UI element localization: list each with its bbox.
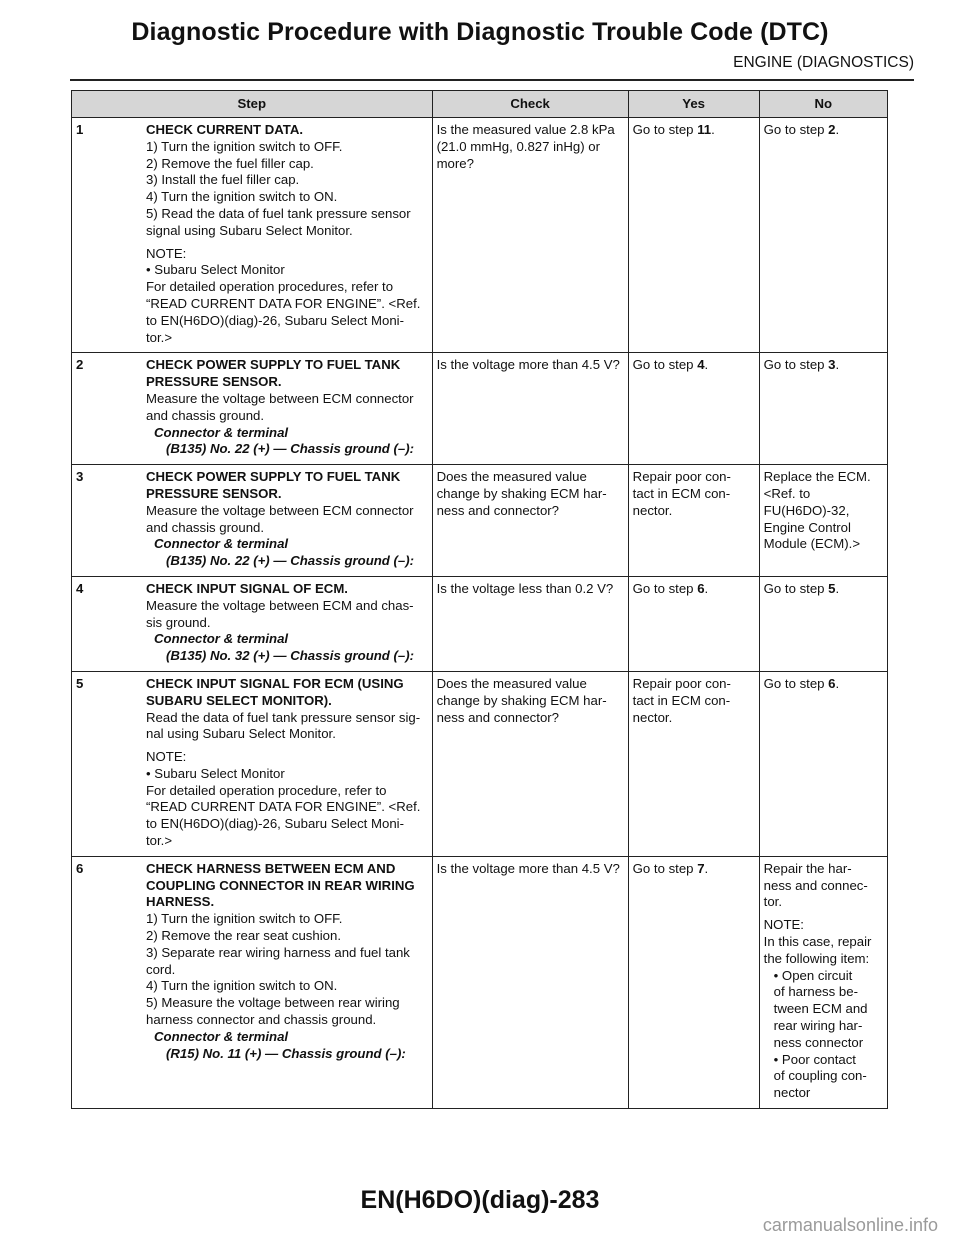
no-line: Repair the har- [763, 860, 852, 876]
step-title-line: CHECK HARNESS BETWEEN ECM AND [146, 860, 396, 876]
step-text-line: 5) Read the data of fuel tank pressure sensor [146, 205, 411, 221]
note-line: tor.> [146, 329, 173, 345]
step-cell [72, 118, 433, 353]
step-title-line: PRESSURE SENSOR. [146, 374, 282, 390]
step-title-line: CHECK CURRENT DATA. [146, 122, 304, 137]
check-line: Is the measured value 2.8 kPa [436, 122, 615, 137]
step-body [146, 861, 430, 1063]
yes-action [633, 581, 757, 598]
note-line: to EN(H6DO)(diag)-26, Subaru Select Moni- [146, 816, 404, 832]
column-header-step: Step [72, 91, 433, 118]
step-cell [72, 671, 433, 856]
no-cell [759, 465, 887, 577]
step-number: 4 [76, 580, 84, 596]
column-header-yes: Yes [628, 91, 759, 118]
yes-prefix: Go to step [632, 860, 698, 876]
no-note-item: of coupling con- [773, 1068, 867, 1084]
step-body [146, 357, 430, 458]
connector-heading: Connector & terminal [154, 1028, 289, 1044]
no-cell [759, 118, 887, 353]
diagnostic-table [71, 90, 888, 1109]
no-step-number: 6 [828, 675, 836, 691]
yes-prefix: Go to step [632, 357, 698, 373]
no-line: ness and connec- [763, 877, 868, 893]
step-number: 1 [76, 122, 84, 137]
no-note-line: In this case, repair [763, 934, 872, 950]
watermark-text: carmanualsonline.info [762, 1215, 938, 1235]
column-header-check: Check [432, 91, 628, 118]
step-content [76, 861, 430, 1063]
step-content [76, 469, 430, 570]
no-note-line: the following item: [763, 950, 870, 966]
check-line: (21.0 mmHg, 0.827 inHg) or [436, 138, 601, 154]
step-text-line: 1) Turn the ignition switch to OFF. [146, 138, 343, 154]
step-text-line: 4) Turn the ignition switch to ON. [146, 189, 338, 205]
check-cell [432, 576, 628, 671]
step-title-line: CHECK POWER SUPPLY TO FUEL TANK [146, 357, 401, 373]
check-line: ness and connector? [436, 502, 559, 518]
no-suffix: . [835, 675, 840, 691]
no-suffix: . [835, 580, 840, 596]
step-text-line: and chassis ground. [146, 407, 265, 423]
connector-heading: Connector & terminal [154, 424, 289, 440]
yes-suffix: . [704, 580, 709, 596]
no-line: tor. [763, 894, 782, 910]
no-action [764, 122, 885, 139]
step-cell [72, 353, 433, 465]
check-line: change by shaking ECM har- [436, 485, 607, 501]
no-cell [759, 856, 887, 1108]
yes-step-number: 6 [697, 580, 705, 596]
no-note-item: • Open circuit [773, 967, 853, 983]
section-label: ENGINE (DIAGNOSTICS) [733, 54, 914, 71]
step-text-line: sis ground. [146, 614, 211, 630]
step-text-line: cord. [146, 961, 176, 977]
no-cell [759, 353, 887, 465]
check-line: Is the voltage less than 0.2 V? [436, 580, 614, 596]
no-suffix: . [835, 122, 840, 137]
step-text-line: Measure the voltage between ECM connector [146, 502, 414, 518]
no-line: FU(H6DO)-32, [763, 502, 850, 518]
check-line: more? [436, 155, 474, 171]
no-prefix: Go to step [763, 580, 829, 596]
page-title: Diagnostic Procedure with Diagnostic Trouble Code (DTC) [131, 18, 829, 46]
step-text-line: 4) Turn the ignition switch to ON. [146, 978, 338, 994]
no-note-item: nector [773, 1085, 811, 1101]
note-line: “READ CURRENT DATA FOR ENGINE”. <Ref. [146, 295, 421, 311]
yes-cell [628, 118, 759, 353]
no-line: Engine Control [763, 519, 851, 535]
note-label: NOTE: [146, 245, 187, 261]
yes-step-number: 7 [697, 860, 705, 876]
yes-line: tact in ECM con- [632, 692, 731, 708]
yes-step-number: 4 [697, 357, 705, 373]
yes-step-number: 11 [697, 122, 712, 137]
yes-action [633, 357, 757, 374]
step-text-line: Read the data of fuel tank pressure sensor sig- [146, 709, 421, 725]
connector-heading: Connector & terminal [154, 536, 289, 552]
page-number: EN(H6DO)(diag)-283 [360, 1186, 600, 1214]
table-row [72, 465, 888, 577]
yes-suffix: . [704, 357, 709, 373]
no-action [764, 676, 885, 693]
no-cell [759, 576, 887, 671]
step-content [76, 122, 430, 346]
no-note-item: of harness be- [773, 984, 858, 1000]
step-number: 2 [76, 357, 84, 373]
step-body [146, 469, 430, 570]
no-note-label: NOTE: [763, 917, 804, 933]
step-title-line: SUBARU SELECT MONITOR). [146, 692, 332, 708]
step-number: 3 [76, 469, 84, 485]
yes-line: tact in ECM con- [632, 485, 731, 501]
check-cell [432, 856, 628, 1108]
check-cell [432, 118, 628, 353]
step-cell [72, 856, 433, 1108]
table-row [72, 671, 888, 856]
table-body [72, 118, 888, 1109]
yes-action [633, 861, 757, 878]
yes-cell [628, 671, 759, 856]
column-header-no: No [759, 91, 887, 118]
table-header-row [72, 91, 888, 118]
connector-terminal: (B135) No. 22 (+) — Chassis ground (–): [166, 553, 415, 569]
step-text-line: 1) Turn the ignition switch to OFF. [146, 911, 343, 927]
step-text-line: 5) Measure the voltage between rear wiring [146, 995, 400, 1011]
step-text-line: nal using Subaru Select Monitor. [146, 726, 336, 742]
step-title-line: CHECK INPUT SIGNAL FOR ECM (USING [146, 675, 404, 691]
step-text-line: signal using Subaru Select Monitor. [146, 222, 353, 238]
step-cell [72, 576, 433, 671]
check-cell [432, 671, 628, 856]
table-row [72, 856, 888, 1108]
yes-line: Repair poor con- [632, 469, 731, 485]
step-text-line: Measure the voltage between ECM connector [146, 390, 414, 406]
yes-line: Repair poor con- [632, 675, 731, 691]
note-line: • Subaru Select Monitor [146, 262, 285, 278]
no-note-item: tween ECM and [773, 1001, 868, 1017]
yes-prefix: Go to step [632, 122, 698, 137]
yes-line: nector. [632, 502, 673, 518]
check-line: ness and connector? [436, 709, 559, 725]
step-text-line: Measure the voltage between ECM and chas- [146, 597, 414, 613]
step-text-line: 3) Separate rear wiring harness and fuel tank [146, 944, 410, 960]
no-step-number: 5 [828, 580, 836, 596]
no-line: <Ref. to [763, 485, 811, 501]
check-line: Is the voltage more than 4.5 V? [436, 860, 620, 876]
step-text-line: 2) Remove the fuel filler cap. [146, 155, 314, 171]
step-text-line: 2) Remove the rear seat cushion. [146, 928, 341, 944]
yes-action [633, 122, 757, 139]
check-line: Does the measured value [436, 675, 587, 691]
no-action [764, 357, 885, 374]
step-body [146, 122, 430, 346]
step-content [76, 676, 430, 850]
step-text-line: 3) Install the fuel filler cap. [146, 172, 300, 188]
no-line: Replace the ECM. [763, 469, 871, 485]
note-line: • Subaru Select Monitor [146, 765, 285, 781]
no-step-number: 3 [828, 357, 836, 373]
connector-heading: Connector & terminal [154, 631, 289, 647]
connector-terminal: (R15) No. 11 (+) — Chassis ground (–): [166, 1045, 406, 1061]
connector-terminal: (B135) No. 32 (+) — Chassis ground (–): [166, 648, 415, 664]
no-prefix: Go to step [763, 357, 829, 373]
step-body [146, 676, 430, 850]
table-row [72, 576, 888, 671]
no-note-item: • Poor contact [773, 1051, 856, 1067]
no-note-item: rear wiring har- [773, 1018, 863, 1034]
step-title-line: HARNESS. [146, 894, 215, 910]
step-title-line: CHECK INPUT SIGNAL OF ECM. [146, 580, 348, 596]
yes-suffix: . [711, 122, 715, 137]
no-note-item: ness connector [773, 1034, 864, 1050]
check-line: change by shaking ECM har- [436, 692, 607, 708]
yes-cell [628, 856, 759, 1108]
note-line: “READ CURRENT DATA FOR ENGINE”. <Ref. [146, 799, 421, 815]
no-step-number: 2 [828, 122, 836, 137]
step-text-line: harness connector and chassis ground. [146, 1012, 377, 1028]
yes-cell [628, 353, 759, 465]
connector-terminal: (B135) No. 22 (+) — Chassis ground (–): [166, 441, 415, 457]
yes-cell [628, 465, 759, 577]
step-content [76, 581, 430, 665]
step-content [76, 357, 430, 458]
no-cell [759, 671, 887, 856]
no-action [764, 581, 885, 598]
step-title-line: COUPLING CONNECTOR IN REAR WIRING [146, 877, 415, 893]
step-title-line: CHECK POWER SUPPLY TO FUEL TANK [146, 469, 401, 485]
check-line: Is the voltage more than 4.5 V? [436, 357, 620, 373]
header-rule [70, 79, 914, 81]
note-line: tor.> [146, 833, 173, 849]
yes-line: nector. [632, 709, 673, 725]
yes-prefix: Go to step [632, 580, 698, 596]
check-line: Does the measured value [436, 469, 587, 485]
step-title-line: PRESSURE SENSOR. [146, 485, 282, 501]
note-line: For detailed operation procedure, refer to [146, 782, 387, 798]
step-body [146, 581, 430, 665]
yes-cell [628, 576, 759, 671]
note-line: For detailed operation procedures, refer to [146, 279, 394, 295]
table-row [72, 353, 888, 465]
no-prefix: Go to step [763, 122, 829, 137]
check-cell [432, 353, 628, 465]
step-cell [72, 465, 433, 577]
note-label: NOTE: [146, 749, 187, 765]
step-number: 5 [76, 675, 84, 691]
table-row [72, 118, 888, 353]
step-number: 6 [76, 860, 84, 876]
no-prefix: Go to step [763, 675, 829, 691]
step-text-line: and chassis ground. [146, 519, 265, 535]
page-header [0, 0, 960, 82]
no-line: Module (ECM).> [763, 536, 861, 552]
yes-suffix: . [704, 860, 709, 876]
check-cell [432, 465, 628, 577]
note-line: to EN(H6DO)(diag)-26, Subaru Select Moni- [146, 312, 404, 328]
no-suffix: . [835, 357, 840, 373]
